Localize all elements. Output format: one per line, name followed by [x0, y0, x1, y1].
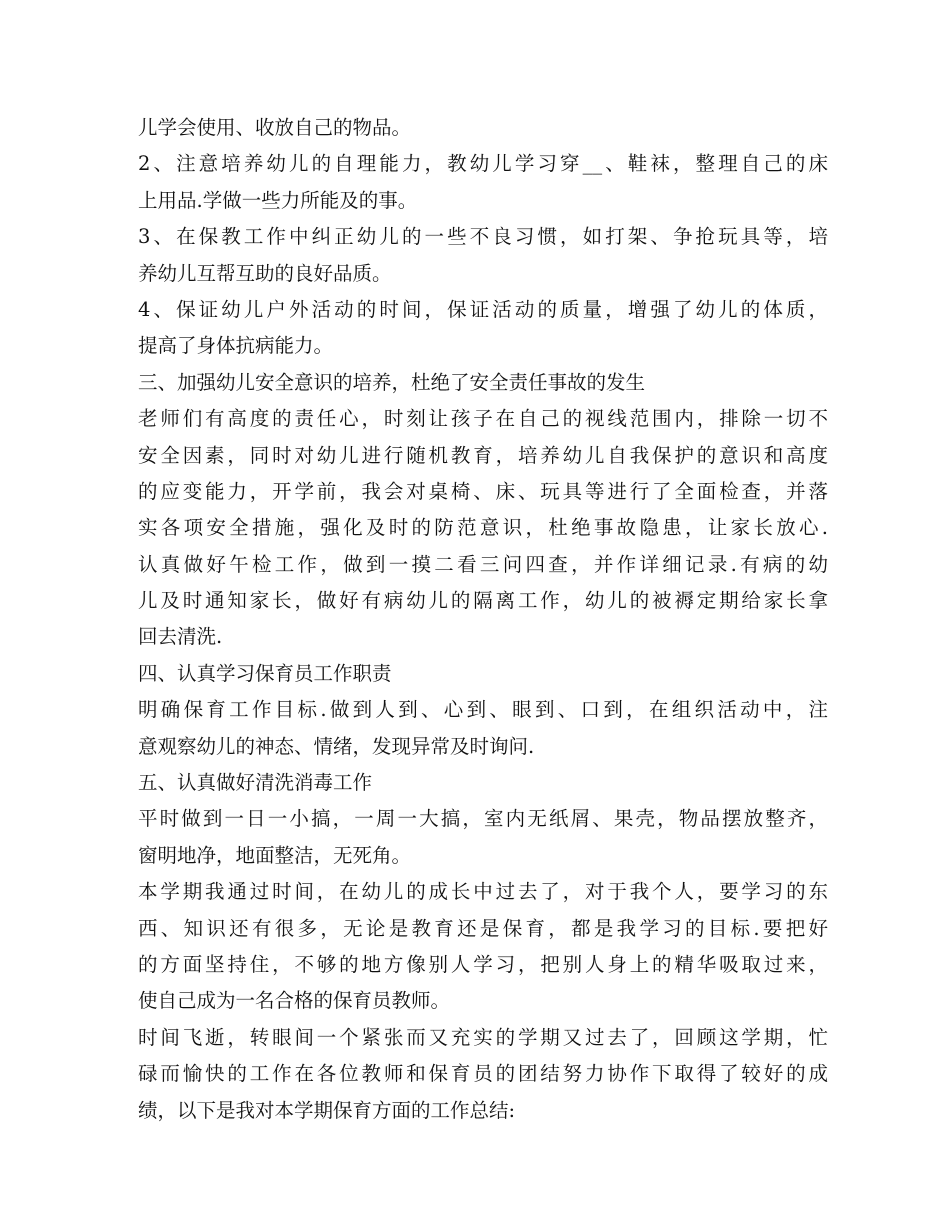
- text-line: 西、知识还有很多，无论是教育还是保育，都是我学习的目标.要把好: [138, 916, 828, 940]
- text-line: 的方面坚持住，不够的地方像别人学习，把别人身上的精华吸取过来，: [138, 952, 828, 976]
- text-line: 老师们有高度的责任心，时刻让孩子在自己的视线范围内，排除一切不: [138, 407, 828, 431]
- text-line: 上用品.学做一些力所能及的事。: [138, 188, 418, 212]
- text-line: 本学期我通过时间，在幼儿的成长中过去了，对于我个人，要学习的东: [138, 880, 828, 904]
- text-line: 绩，以下是我对本学期保育方面的工作总结:: [138, 1098, 516, 1122]
- text-line: 2、注意培养幼儿的自理能力，教幼儿学习穿__、鞋袜，整理自己的床: [138, 152, 828, 176]
- text-line: 窗明地净，地面整洁，无死角。: [138, 843, 412, 867]
- text-line: 儿及时通知家长，做好有病幼儿的隔离工作，幼儿的被褥定期给家长拿: [138, 589, 828, 613]
- text-line: 安全因素，同时对幼儿进行随机教育，培养幼儿自我保护的意识和高度: [138, 443, 828, 467]
- text-line: 碌而愉快的工作在各位教师和保育员的团结努力协作下取得了较好的成: [138, 1062, 828, 1086]
- text-line: 认真做好午检工作，做到一摸二看三问四查，并作详细记录.有病的幼: [138, 552, 828, 576]
- text-line: 使自己成为一名合格的保育员教师。: [138, 989, 451, 1013]
- text-line: 4、保证幼儿户外活动的时间，保证活动的质量，增强了幼儿的体质，: [138, 297, 828, 321]
- text-line: 回去清洗.: [138, 625, 223, 649]
- text-line: 时间飞逝，转眼间一个紧张而又充实的学期又过去了，回顾这学期，忙: [138, 1025, 828, 1049]
- document-body: [138, 110, 828, 1129]
- text-line: 3、在保教工作中纠正幼儿的一些不良习惯，如打架、争抢玩具等，培: [138, 225, 828, 249]
- text-line: 明确保育工作目标.做到人到、心到、眼到、口到，在组织活动中，注: [138, 698, 828, 722]
- text-line: 意观察幼儿的神态、情绪，发现异常及时询问.: [138, 734, 535, 758]
- text-line: 三、加强幼儿安全意识的培养，杜绝了安全责任事故的发生: [138, 370, 646, 394]
- text-line: 儿学会使用、收放自己的物品。: [138, 116, 412, 139]
- text-line: 实各项安全措施，强化及时的防范意识，杜绝事故隐患，让家长放心.: [138, 516, 828, 540]
- text-line: 提高了身体抗病能力。: [138, 334, 334, 358]
- text-line: 四、认真学习保育员工作职责: [138, 661, 392, 685]
- text-line: 养幼儿互帮互助的良好品质。: [138, 261, 392, 285]
- text-line: 五、认真做好清洗消毒工作: [138, 771, 373, 795]
- text-line: 的应变能力，开学前，我会对桌椅、床、玩具等进行了全面检查，并落: [138, 479, 828, 503]
- text-line: 平时做到一日一小搞，一周一大搞，室内无纸屑、果壳，物品摆放整齐，: [138, 807, 828, 831]
